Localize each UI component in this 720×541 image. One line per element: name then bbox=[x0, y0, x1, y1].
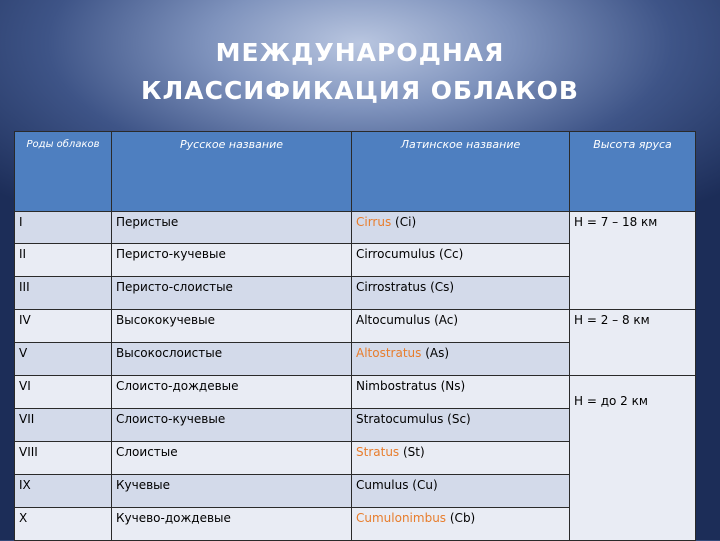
russian-name: Перисто-слоистые bbox=[112, 277, 352, 310]
cloud-classification-table bbox=[14, 131, 696, 541]
genus-number: IV bbox=[15, 310, 112, 343]
russian-name: Перисто-кучевые bbox=[112, 244, 352, 277]
genus-number: VIII bbox=[15, 442, 112, 475]
header-altitude: Высота яруса bbox=[570, 132, 696, 212]
genus-number: III bbox=[15, 277, 112, 310]
altitude-low: H = до 2 км bbox=[570, 376, 696, 541]
latin-name bbox=[352, 277, 570, 310]
russian-name: Слоистые bbox=[112, 442, 352, 475]
latin-name-text: Stratus bbox=[356, 445, 400, 459]
latin-name bbox=[352, 376, 570, 409]
latin-name bbox=[352, 310, 570, 343]
title-line-1: МЕЖДУНАРОДНАЯ bbox=[215, 38, 505, 67]
header-latin-name: Латинское название bbox=[352, 132, 570, 212]
latin-name-text: Cirrocumulus (Cc) bbox=[356, 247, 464, 261]
latin-name bbox=[352, 244, 570, 277]
genus-number: X bbox=[15, 508, 112, 541]
latin-name-text: Cumulus (Cu) bbox=[356, 478, 438, 492]
latin-name bbox=[352, 508, 570, 541]
latin-name-text: Stratocumulus (Sc) bbox=[356, 412, 471, 426]
genus-number: V bbox=[15, 343, 112, 376]
latin-abbr: (As) bbox=[421, 346, 450, 360]
header-russian-name: Русское название bbox=[112, 132, 352, 212]
russian-name: Слоисто-дождевые bbox=[112, 376, 352, 409]
latin-name-text: Altocumulus (Ac) bbox=[356, 313, 459, 327]
latin-name-text: Cirrus bbox=[356, 215, 392, 229]
latin-name bbox=[352, 409, 570, 442]
latin-abbr: (Ci) bbox=[391, 215, 417, 229]
latin-name bbox=[352, 212, 570, 244]
genus-number: I bbox=[15, 212, 112, 244]
latin-abbr: (St) bbox=[399, 445, 425, 459]
latin-abbr: (Cb) bbox=[446, 511, 476, 525]
latin-name bbox=[352, 343, 570, 376]
latin-name-text: Altostratus bbox=[356, 346, 422, 360]
table-header-row bbox=[15, 132, 696, 212]
latin-name-text: Cumulonimbus bbox=[356, 511, 447, 525]
genus-number: IX bbox=[15, 475, 112, 508]
russian-name: Кучево-дождевые bbox=[112, 508, 352, 541]
latin-name-text: Cirrostratus (Cs) bbox=[356, 280, 455, 294]
genus-number: II bbox=[15, 244, 112, 277]
russian-name: Слоисто-кучевые bbox=[112, 409, 352, 442]
russian-name: Кучевые bbox=[112, 475, 352, 508]
altitude-mid: H = 2 – 8 км bbox=[570, 310, 696, 376]
genus-number: VI bbox=[15, 376, 112, 409]
latin-name-text: Nimbostratus (Ns) bbox=[356, 379, 466, 393]
genus-number: VII bbox=[15, 409, 112, 442]
russian-name: Перистые bbox=[112, 212, 352, 244]
latin-name bbox=[352, 475, 570, 508]
russian-name: Высококучевые bbox=[112, 310, 352, 343]
table-row bbox=[15, 310, 696, 343]
russian-name: Высокослоистые bbox=[112, 343, 352, 376]
page-title bbox=[0, 34, 720, 110]
header-genus: Роды облаков bbox=[15, 132, 112, 212]
table-row bbox=[15, 376, 696, 409]
altitude-high: H = 7 – 18 км bbox=[570, 212, 696, 310]
latin-name bbox=[352, 442, 570, 475]
table-row bbox=[15, 212, 696, 244]
title-line-2: КЛАССИФИКАЦИЯ ОБЛАКОВ bbox=[141, 76, 579, 105]
